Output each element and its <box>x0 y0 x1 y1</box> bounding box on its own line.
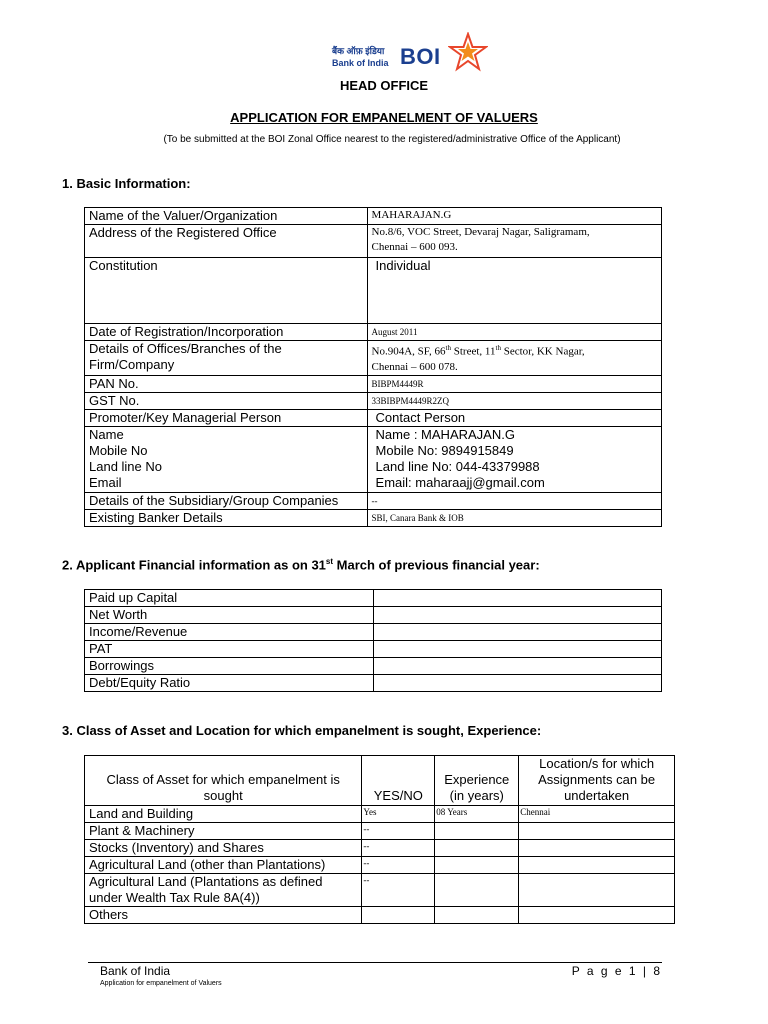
field-label: Constitution <box>85 258 368 324</box>
asset-name: Agricultural Land (Plantations as defined under Wealth Tax Rule 8A(4)) <box>85 874 362 907</box>
page-subtitle: (To be submitted at the BOI Zonal Office nearest to the registered/administrative Office of the Applicant) <box>163 134 621 145</box>
field-value: BIBPM4449R <box>367 375 661 392</box>
footer-divider <box>88 962 662 963</box>
table-row <box>85 607 662 624</box>
field-label: Details of the Subsidiary/Group Companies <box>85 492 368 509</box>
field-value <box>373 675 661 692</box>
asset-experience <box>435 874 519 907</box>
asset-name: Stocks (Inventory) and Shares <box>85 840 362 857</box>
field-value <box>367 341 661 376</box>
field-label: Net Worth <box>85 607 374 624</box>
field-value: SBI, Canara Bank & IOB <box>367 509 661 526</box>
asset-yesno: -- <box>362 874 435 907</box>
asset-name: Land and Building <box>85 806 362 823</box>
footer-doc-title: Application for empanelment of Valuers <box>100 980 222 987</box>
footer-bank-name: Bank of India <box>100 964 171 978</box>
field-value <box>373 607 661 624</box>
address-line: Chennai – 600 078. <box>371 360 458 373</box>
field-label: Address of the Registered Office <box>85 225 368 258</box>
table-row <box>85 806 675 823</box>
field-value <box>373 658 661 675</box>
label-line: Details of Offices/Branches of the <box>89 341 282 356</box>
field-label: Promoter/Key Managerial Person <box>85 409 368 426</box>
asset-experience <box>435 857 519 874</box>
field-label: Borrowings <box>85 658 374 675</box>
contact-email: Email: maharaajj@gmail.com <box>375 474 545 490</box>
asset-class-table <box>84 755 675 924</box>
column-header-experience: Experience (in years) <box>435 756 519 806</box>
table-row <box>85 492 662 509</box>
asset-location <box>519 907 675 924</box>
column-header-yesno: YES/NO <box>362 756 435 806</box>
table-row <box>85 624 662 641</box>
field-value: MAHARAJAN.G <box>367 208 661 225</box>
table-row <box>85 324 662 341</box>
field-label: Existing Banker Details <box>85 509 368 526</box>
table-row <box>85 874 675 907</box>
table-row <box>85 658 662 675</box>
basic-info-table <box>84 207 662 527</box>
field-value <box>367 426 661 492</box>
table-row <box>85 675 662 692</box>
asset-name: Others <box>85 907 362 924</box>
table-row <box>85 823 675 840</box>
asset-location <box>519 874 675 907</box>
field-value <box>367 225 661 258</box>
field-value: 33BIBPM4449R2ZQ <box>367 392 661 409</box>
asset-yesno: -- <box>362 857 435 874</box>
field-label: GST No. <box>85 392 368 409</box>
address-line: No.904A, SF, 66th Street, 11th Sector, KK Nagar, <box>371 344 585 358</box>
logo-hindi-text: बैंक ऑफ़ इंडिया <box>332 46 385 56</box>
contact-mobile: Mobile No: 9894915849 <box>375 442 514 458</box>
field-label: Date of Registration/Incorporation <box>85 324 368 341</box>
asset-location: Chennai <box>519 806 675 823</box>
table-row <box>85 392 662 409</box>
section1-heading: 1. Basic Information: <box>62 176 191 191</box>
label-line: Firm/Company <box>89 357 175 372</box>
asset-yesno: -- <box>362 823 435 840</box>
field-value: Individual <box>367 258 661 324</box>
field-label: Paid up Capital <box>85 590 374 607</box>
table-row <box>85 840 675 857</box>
field-label: Name Mobile No Land line No Email <box>85 426 368 492</box>
field-value: August 2011 <box>367 324 661 341</box>
page-title: APPLICATION FOR EMPANELMENT OF VALUERS <box>230 110 538 125</box>
field-label: PAN No. <box>85 375 368 392</box>
field-label: PAT <box>85 641 374 658</box>
address-line: Chennai – 600 093. <box>371 241 458 253</box>
asset-experience <box>435 840 519 857</box>
table-header-row <box>85 756 675 806</box>
address-line: No.8/6, VOC Street, Devaraj Nagar, Saligramam, <box>371 226 590 238</box>
financial-info-table <box>84 589 662 692</box>
star-icon <box>448 32 488 72</box>
asset-location <box>519 857 675 874</box>
table-row <box>85 409 662 426</box>
table-row <box>85 426 662 492</box>
contact-name: Name : MAHARAJAN.G <box>375 426 515 442</box>
table-row <box>85 590 662 607</box>
column-header-location: Location/s for which Assignments can be undertaken <box>519 756 675 806</box>
bank-logo <box>328 42 488 80</box>
asset-experience: 08 Years <box>435 806 519 823</box>
contact-landline: Land line No: 044-43379988 <box>375 458 540 474</box>
field-value <box>373 624 661 641</box>
field-value <box>373 590 661 607</box>
asset-yesno <box>362 907 435 924</box>
asset-location <box>519 823 675 840</box>
field-value: -- <box>367 492 661 509</box>
logo-abbr-text: BOI <box>400 44 441 69</box>
asset-name: Plant & Machinery <box>85 823 362 840</box>
section3-heading: 3. Class of Asset and Location for which empanelment is sought, Experience: <box>62 723 542 738</box>
table-row <box>85 341 662 376</box>
table-row <box>85 375 662 392</box>
asset-yesno: Yes <box>362 806 435 823</box>
table-row <box>85 509 662 526</box>
field-value: Contact Person <box>367 409 661 426</box>
table-row <box>85 641 662 658</box>
asset-yesno: -- <box>362 840 435 857</box>
field-label: Debt/Equity Ratio <box>85 675 374 692</box>
asset-name: Agricultural Land (other than Plantations) <box>85 857 362 874</box>
asset-experience <box>435 823 519 840</box>
asset-location <box>519 840 675 857</box>
table-row <box>85 258 662 324</box>
field-label: Income/Revenue <box>85 624 374 641</box>
section2-heading: 2. Applicant Financial information as on 31st March of previous financial year: <box>62 557 540 573</box>
logo-english-text: Bank of India <box>332 58 389 68</box>
table-row <box>85 225 662 258</box>
field-label <box>85 341 368 376</box>
table-row <box>85 208 662 225</box>
head-office-label: HEAD OFFICE <box>339 78 429 93</box>
column-header-asset: Class of Asset for which empanelment is sought <box>85 756 362 806</box>
table-row <box>85 907 675 924</box>
page-number: P a g e 1 | 8 <box>571 964 662 978</box>
field-label: Name of the Valuer/Organization <box>85 208 368 225</box>
table-row <box>85 857 675 874</box>
asset-experience <box>435 907 519 924</box>
field-value <box>373 641 661 658</box>
